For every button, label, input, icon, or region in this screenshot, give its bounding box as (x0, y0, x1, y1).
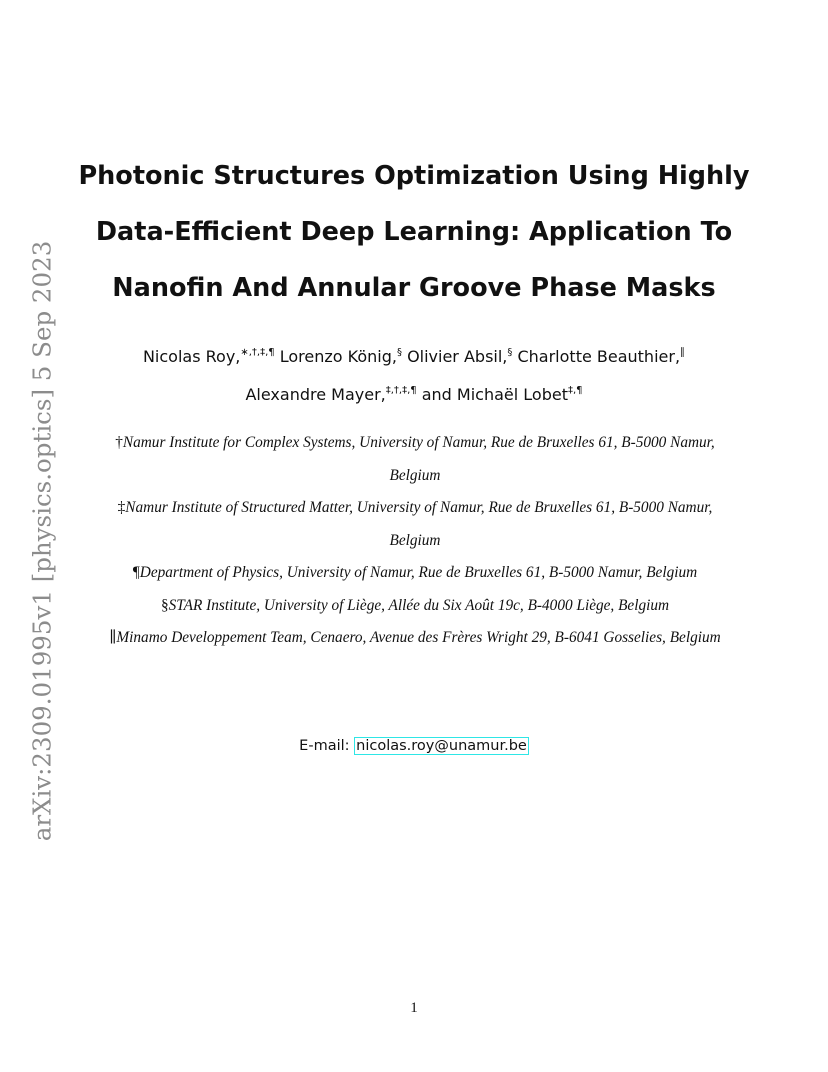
paper-title (0, 148, 828, 316)
page-number: 1 (410, 1000, 418, 1016)
author-marks: ∗,†,‡,¶ (240, 347, 275, 358)
author-marks: ‡,¶ (567, 385, 583, 396)
author-line (0, 376, 828, 414)
affiliation-mark: ∥ (109, 629, 117, 646)
affiliation (95, 557, 735, 590)
author-marks: § (507, 347, 513, 358)
affiliation (95, 492, 735, 557)
affiliation-text: Minamo Developpement Team, Cenaero, Avenue des Frères Wright 29, B-6041 Gosselies, Belgium (116, 629, 721, 646)
title-line: Nanofin And Annular Groove Phase Masks (112, 273, 716, 303)
affiliation (95, 427, 735, 492)
affiliation-list (95, 427, 735, 655)
author-name: Alexandre Mayer, (245, 385, 386, 404)
affiliation (95, 622, 735, 655)
affiliation-mark: ¶ (132, 564, 140, 581)
contact-email (0, 738, 828, 754)
affiliation-text: Namur Institute of Structured Matter, University of Namur, Rue de Bruxelles 61, B-5000 Namur, Belgium (125, 499, 713, 549)
affiliation-text: Department of Physics, University of Namur, Rue de Bruxelles 61, B-5000 Namur, Belgium (139, 564, 698, 581)
author-list (0, 338, 828, 414)
author-name: Charlotte Beauthier, (517, 347, 681, 366)
title-line: Data-Efficient Deep Learning: Application To (95, 217, 733, 247)
author-marks: § (396, 347, 402, 358)
affiliation-mark: † (115, 434, 123, 451)
email-link[interactable]: nicolas.roy@unamur.be (356, 738, 527, 754)
affiliation-text: STAR Institute, University of Liège, Allée du Six Août 19c, B-4000 Liège, Belgium (168, 596, 670, 614)
author-name: Lorenzo König, (279, 347, 397, 366)
affiliation-mark: ‡ (117, 499, 126, 516)
affiliation-mark: § (160, 596, 169, 614)
title-line: Photonic Structures Optimization Using Highly (78, 161, 750, 191)
author-name: and Michaël Lobet (421, 385, 568, 404)
author-line (0, 338, 828, 376)
email-label: E-mail: (299, 738, 355, 754)
affiliation-text: Namur Institute for Complex Systems, University of Namur, Rue de Bruxelles 61, B-5000 Namur, Belgium (122, 434, 715, 484)
affiliation (95, 590, 735, 623)
author-name: Nicolas Roy, (142, 347, 241, 366)
author-name: Olivier Absil, (407, 347, 508, 366)
author-marks: ∥ (680, 347, 686, 358)
arxiv-identifier: arXiv:2309.01995v1 [physics.optics] 5 Sep 2023 (27, 240, 57, 842)
author-marks: ‡,†,‡,¶ (385, 385, 417, 396)
